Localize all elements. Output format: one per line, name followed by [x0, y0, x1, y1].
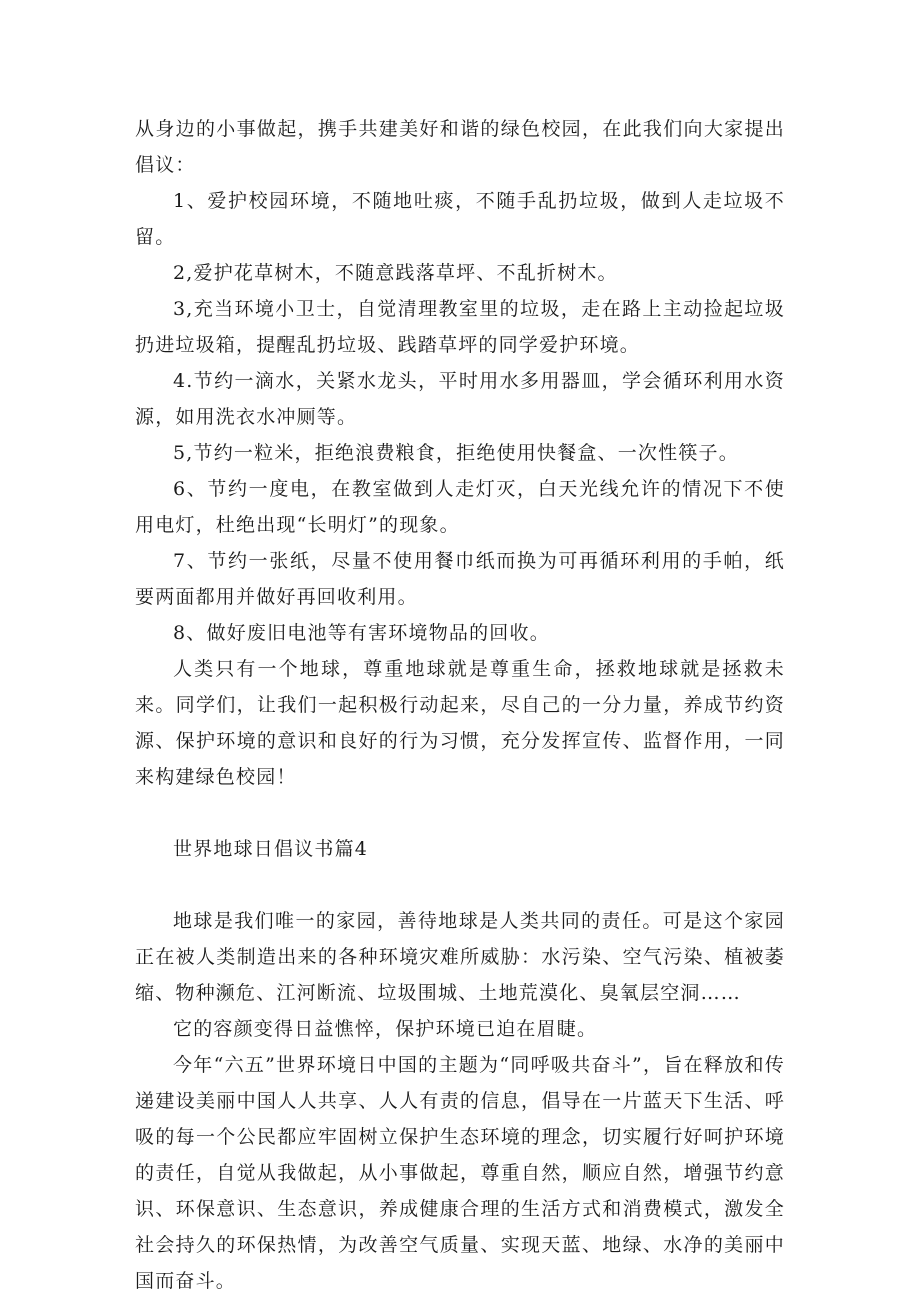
proposal-item: 6、节约一度电，在教室做到人走灯灭，白天光线允许的情况下不使用电灯，杜绝出现“长明灯”的现象。 [135, 478, 785, 536]
section-title: 世界地球日倡议书篇4 [173, 838, 369, 860]
proposal-item: 5,节约一粒米，拒绝浪费粮食，拒绝使用快餐盒、一次性筷子。 [173, 442, 739, 464]
proposal-item: 1、爱护校园环境，不随地吐痰，不随手乱扔垃圾，做到人走垃圾不留。 [135, 190, 785, 248]
document-body [135, 111, 785, 1299]
proposal-item: 2,爱护花草树木，不随意践落草坪、不乱折树木。 [173, 262, 618, 284]
closing-paragraph: 人类只有一个地球，尊重地球就是尊重生命，拯救地球就是拯救未来。同学们，让我们一起积极行动起来，尽自己的一分力量，养成节约资源、保护环境的意识和良好的行为习惯，充分发挥宣传、监督作用，一同来构建绿色校园！ [135, 658, 785, 788]
section-paragraph: 地球是我们唯一的家园，善待地球是人类共同的责任。可是这个家园正在被人类制造出来的各种环境灾难所威胁：水污染、空气污染、植被萎缩、物种濒危、江河断流、垃圾围城、土地荒漠化、臭氧层空洞…… [135, 910, 785, 1004]
proposal-item: 8、做好废旧电池等有害环境物品的回收。 [173, 622, 550, 644]
proposal-item: 4.节约一滴水，关紧水龙头，平时用水多用器皿，学会循环利用水资源，如用洗衣水冲厕等。 [135, 370, 785, 428]
section-paragraph: 今年“六五”世界环境日中国的主题为“同呼吸共奋斗”，旨在释放和传递建设美丽中国人人共享、人人有责的信息，倡导在一片蓝天下生活、呼吸的每一个公民都应牢固树立保护生态环境的理念，切实履行好呵护环境的责任，自觉从我做起，从小事做起，尊重自然，顺应自然，增强节约意识、环保意识、生态意识，养成健康合理的生活方式和消费模式，激发全社会持久的环保热情，为改善空气质量、实现天蓝、地绿、水净的美丽中国而奋斗。 [135, 1054, 785, 1292]
intro-paragraph: 从身边的小事做起，携手共建美好和谐的绿色校园，在此我们向大家提出倡议： [135, 118, 785, 176]
proposal-item: 3,充当环境小卫士，自觉清理教室里的垃圾，走在路上主动捡起垃圾扔进垃圾箱，提醒乱扔垃圾、践踏草坪的同学爱护环境。 [135, 298, 785, 356]
proposal-item: 7、节约一张纸，尽量不使用餐巾纸而换为可再循环利用的手帕，纸要两面都用并做好再回收利用。 [135, 550, 785, 608]
section-paragraph: 它的容颜变得日益憔悴，保护环境已迫在眉睫。 [173, 1018, 598, 1040]
